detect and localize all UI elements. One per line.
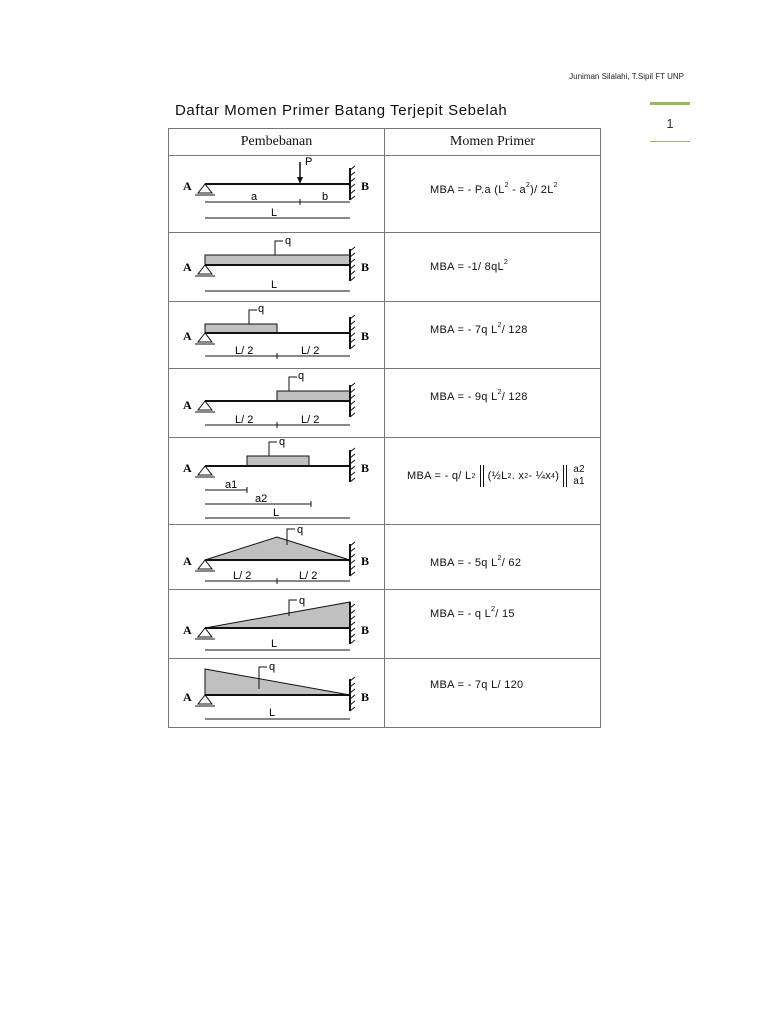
page-title: Daftar Momen Primer Batang Terjepit Sebelah: [175, 102, 508, 119]
pin-support-icon: [198, 333, 212, 342]
formula-text: / 15: [495, 608, 515, 620]
span-label: L: [273, 507, 280, 519]
formula-sup: 2: [491, 606, 496, 613]
load-label: P: [305, 156, 313, 168]
upper-limit: a2: [573, 464, 585, 475]
formula-text: MBA = -1/ 8qL: [430, 261, 504, 273]
limit-bar: [563, 465, 567, 487]
table-row: [169, 233, 601, 302]
pin-support-icon: [198, 695, 212, 704]
support-b-label: B: [361, 690, 370, 704]
pin-support-icon: [198, 401, 212, 410]
distributed-load: [277, 391, 350, 401]
support-a-label: A: [183, 554, 192, 568]
arrow-head-icon: [297, 177, 303, 184]
formula-sup: 2: [497, 322, 502, 329]
col-header-loading: Pembebanan: [169, 129, 385, 156]
load-leader: [289, 377, 297, 391]
support-a-label: A: [183, 260, 192, 274]
formula-sup: 2: [525, 182, 531, 189]
support-a-label: A: [183, 398, 192, 412]
load-label: q: [299, 595, 306, 607]
span-label: L: [271, 638, 278, 650]
formula-cell: [385, 438, 601, 525]
formula-text: - a: [508, 184, 526, 196]
table-row: [169, 659, 601, 728]
dimension-a2-label: a2: [255, 493, 268, 505]
formula-text: / 128: [501, 391, 528, 403]
formula-sup: 2: [524, 472, 529, 480]
formula-sup: 2: [504, 182, 509, 189]
formula-text: . x: [511, 470, 525, 482]
page-number: 1: [650, 102, 690, 142]
span-label: L: [271, 279, 278, 291]
support-a-label: A: [183, 461, 192, 475]
table-row: [169, 369, 601, 438]
support-b-label: B: [361, 179, 370, 193]
formula-text: MBA = - 5q L: [430, 557, 498, 569]
beam-diagram-partial-udl: [169, 438, 385, 524]
segment-2-label: L/ 2: [299, 570, 318, 582]
formula-cell: [385, 590, 601, 659]
load-label: q: [285, 235, 292, 247]
beam-diagram-right-half-udl: [169, 369, 385, 437]
formula-text: MBA = - q L: [430, 608, 492, 620]
header-author: Juniman Silalahi, T.Sipil FT UNP: [569, 72, 684, 81]
support-b-label: B: [361, 623, 370, 637]
formula-cell: [385, 369, 601, 438]
pin-support-icon: [198, 560, 212, 569]
formula-sup: 2: [503, 259, 509, 266]
segment-2-label: L/ 2: [301, 345, 320, 357]
support-b-label: B: [361, 554, 370, 568]
support-b-label: B: [361, 461, 370, 475]
support-a-label: A: [183, 690, 192, 704]
segment-1-label: L/ 2: [233, 570, 252, 582]
load-leader: [269, 442, 277, 456]
beam-diagram-triangular-decreasing: [169, 659, 385, 727]
formula-text: / 128: [501, 324, 528, 336]
formula-cell: [385, 156, 601, 233]
support-a-label: A: [183, 179, 192, 193]
table-row: [169, 590, 601, 659]
distributed-load: [205, 255, 350, 265]
col-header-moment: Momen Primer: [385, 129, 601, 156]
formula-text: MBA = - 7q L: [430, 324, 498, 336]
support-a-label: A: [183, 623, 192, 637]
beam-diagram-triangular-increasing: [169, 590, 385, 658]
formula-sup: 2: [471, 472, 476, 480]
table-row: [169, 302, 601, 369]
load-leader: [249, 310, 257, 324]
segment-1-label: L/ 2: [235, 414, 254, 426]
formula-sup: 4: [551, 472, 556, 480]
pin-support-icon: [198, 628, 212, 637]
table-row: [169, 438, 601, 525]
formula-text: / 62: [501, 557, 522, 569]
formula-cell: [385, 302, 601, 369]
span-label: L: [269, 707, 276, 719]
formula-cell: [385, 525, 601, 590]
segment-1-label: L/ 2: [235, 345, 254, 357]
support-a-label: A: [183, 329, 192, 343]
formula-sup: 2: [497, 389, 502, 396]
pin-support-icon: [198, 265, 212, 274]
triangular-load: [205, 669, 350, 695]
load-label: q: [258, 303, 265, 315]
beam-diagram-triangular-symmetric: [169, 525, 385, 589]
formula-cell: [385, 233, 601, 302]
integral-bar: [480, 465, 484, 487]
triangular-load: [205, 602, 350, 628]
beam-diagram-full-udl: [169, 233, 385, 301]
segment-2-label: L/ 2: [301, 414, 320, 426]
distributed-load: [205, 324, 277, 333]
load-label: q: [298, 370, 305, 382]
table-row: [169, 156, 601, 233]
lower-limit: a1: [573, 476, 585, 487]
formula-sup: 2: [497, 555, 502, 562]
load-label: q: [279, 438, 286, 448]
formula-text: MBA = - P.a (L: [430, 184, 505, 196]
formula-text: ): [555, 470, 560, 482]
pin-support-icon: [198, 184, 212, 193]
formula-text: MBA = - q/ L: [407, 470, 472, 482]
beam-diagram-point-load: [169, 156, 385, 232]
table-row: [169, 525, 601, 590]
distributed-load: [247, 456, 309, 466]
support-b-label: B: [361, 260, 370, 274]
support-b-label: B: [361, 329, 370, 343]
formula-sup: 2: [507, 472, 512, 480]
segment-b-label: b: [322, 191, 329, 203]
load-label: q: [269, 661, 276, 673]
formula-text: MBA = - 9q L: [430, 391, 498, 403]
formula-text: )/ 2L: [530, 184, 554, 196]
moment-table: [168, 128, 601, 728]
triangular-load: [205, 537, 350, 560]
formula-text: MBA = - 7q L/ 120: [430, 679, 524, 691]
formula-text: - ¼x: [528, 470, 552, 482]
formula-cell: [385, 659, 601, 728]
formula-text: (½L: [487, 470, 508, 482]
span-label: L: [271, 207, 278, 219]
load-label: q: [297, 525, 304, 536]
load-leader: [275, 241, 283, 255]
beam-diagram-left-half-udl: [169, 302, 385, 368]
dimension-a1-label: a1: [225, 479, 238, 491]
pin-support-icon: [198, 466, 212, 475]
formula-sup: 2: [553, 182, 558, 189]
segment-a-label: a: [251, 191, 258, 203]
